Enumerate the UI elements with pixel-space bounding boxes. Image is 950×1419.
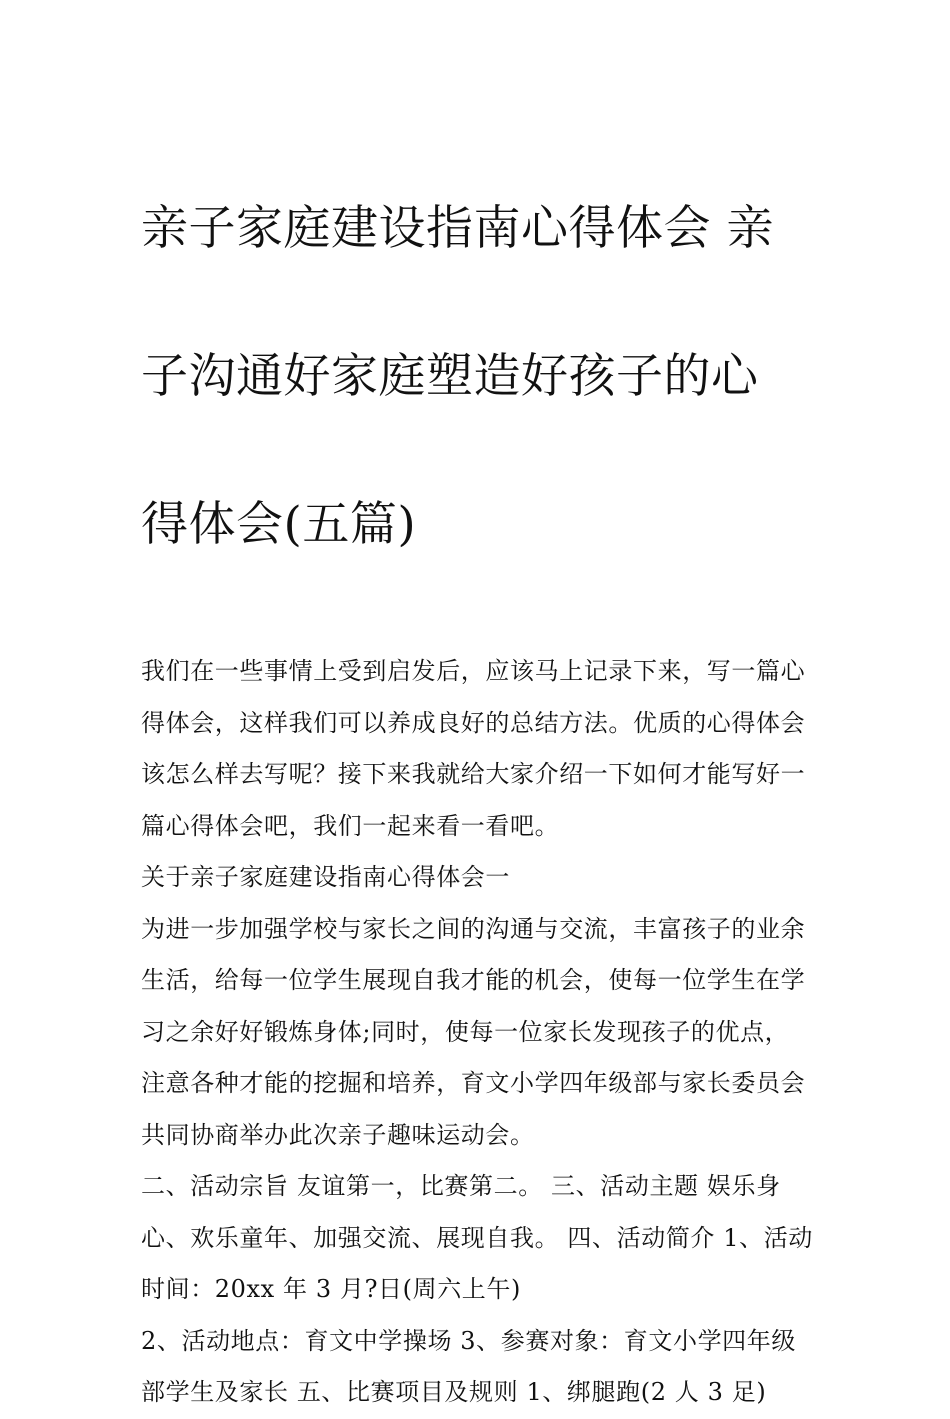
body-line: 得体会，这样我们可以养成良好的总结方法。优质的心得体会 <box>141 708 806 737</box>
body-line: 篇心得体会吧，我们一起来看一看吧。 <box>141 811 560 840</box>
body-line: 习之余好好锻炼身体;同时，使每一位家长发现孩子的优点， <box>141 1017 790 1046</box>
title-line: 得体会(五篇) <box>141 497 417 552</box>
document-title <box>141 118 813 636</box>
body-line: 时间：20xx 年 3 月?日(周六上午) <box>141 1275 521 1303</box>
body-line: 我们在一些事情上受到启发后，应该马上记录下来，写一篇心 <box>141 657 806 685</box>
document-page <box>141 118 813 1419</box>
body-line: 二、活动宗旨 友谊第一，比赛第二。 三、活动主题 娱乐身 <box>141 1172 781 1200</box>
body-line: 为进一步加强学校与家长之间的沟通与交流，丰富孩子的业余 <box>141 914 806 943</box>
section-heading: 关于亲子家庭建设指南心得体会一 <box>141 863 510 891</box>
body-line: 该怎么样去写呢？接下来我就给大家介绍一下如何才能写好一 <box>141 760 806 788</box>
title-line: 亲子家庭建设指南心得体会 亲 <box>141 201 774 256</box>
title-line: 子沟通好家庭塑造好孩子的心 <box>141 349 759 404</box>
body-line: 生活，给每一位学生展现自我才能的机会，使每一位学生在学 <box>141 966 806 994</box>
body-line: 部学生及家长 五、比赛项目及规则 1、绑腿跑(2 人 3 足) <box>141 1378 767 1406</box>
body-line: 心、欢乐童年、加强交流、展现自我。 四、活动简介 1、活动 <box>141 1223 813 1252</box>
body-line: 共同协商举办此次亲子趣味运动会。 <box>141 1120 535 1149</box>
body-line: 2、活动地点：育文中学操场 3、参赛对象：育文小学四年级 <box>141 1326 796 1355</box>
document-body <box>141 646 813 1419</box>
body-line: 注意各种才能的挖掘和培养，育文小学四年级部与家长委员会 <box>141 1069 806 1097</box>
